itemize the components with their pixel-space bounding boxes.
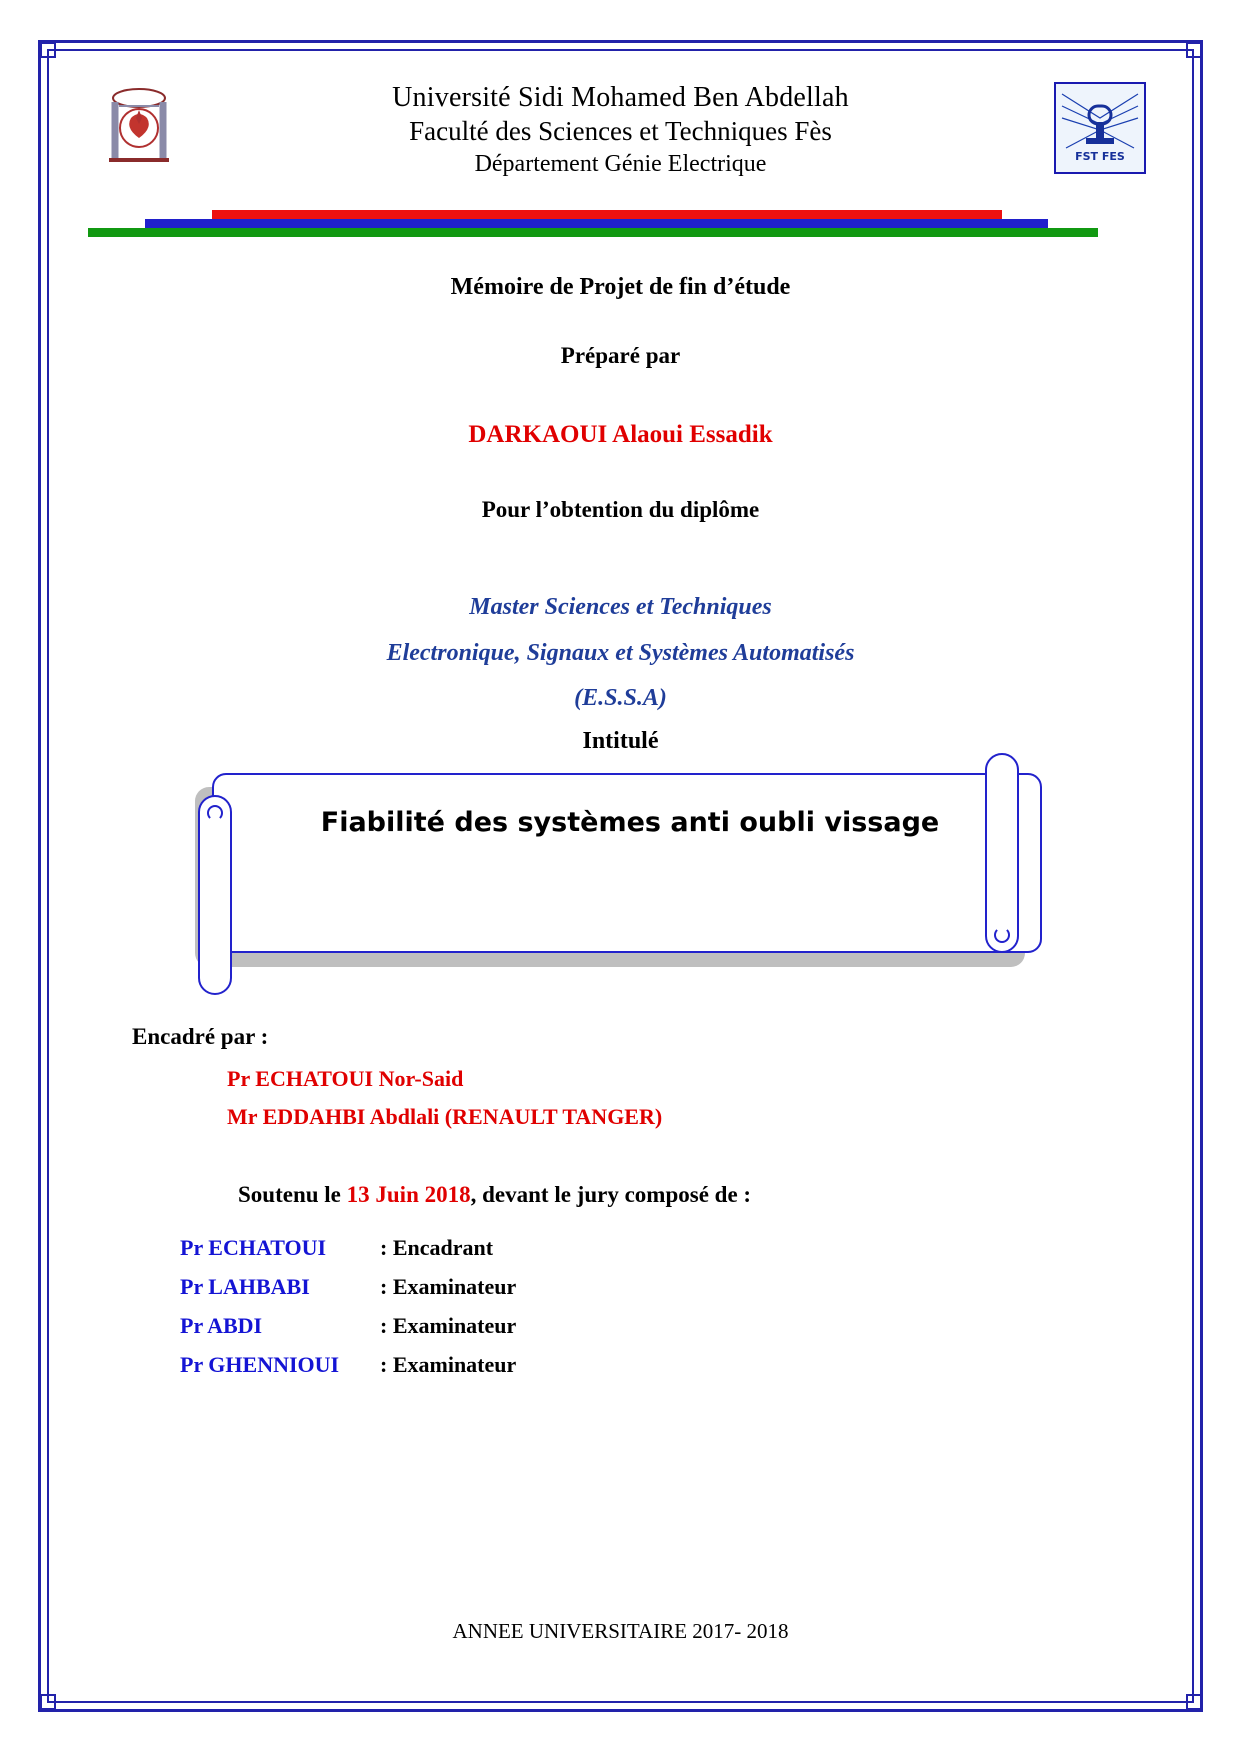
tricolor-divider xyxy=(60,210,1181,246)
jury-row xyxy=(180,1267,1181,1306)
titled-label: Intitulé xyxy=(582,727,659,754)
jury-list xyxy=(60,1228,1181,1385)
prepared-by-label: Préparé par xyxy=(560,343,681,368)
scroll-knot-right-icon xyxy=(994,927,1010,943)
jury-member-role: : Examinateur xyxy=(380,1352,517,1378)
jury-member-name: Pr ABDI xyxy=(180,1313,263,1339)
scroll-knot-left-icon xyxy=(207,805,223,821)
title-block xyxy=(60,274,1181,755)
corner-mark-bottom-right xyxy=(1186,1694,1202,1710)
corner-mark-top-left xyxy=(40,42,56,58)
jury-row xyxy=(180,1228,1181,1267)
author-name: DARKAOUI Alaoui Essadik xyxy=(468,421,773,448)
scroll-body xyxy=(212,773,1042,953)
university-titles xyxy=(60,80,1181,180)
jury-member-role: : Examinateur xyxy=(380,1313,517,1339)
university-name: Université Sidi Mohamed Ben Abdellah xyxy=(392,82,849,113)
scroll-curl-left xyxy=(198,795,232,995)
faculty-name: Faculté des Sciences et Techniques Fès xyxy=(409,116,832,146)
project-title: Fiabilité des systèmes anti oubli vissage xyxy=(320,806,940,838)
scroll-curl-right xyxy=(985,753,1019,953)
supervisor-2: Mr EDDAHBI Abdlali (RENAULT TANGER) xyxy=(227,1103,663,1129)
academic-year-footer: ANNEE UNIVERSITAIRE 2017- 2018 xyxy=(452,1619,789,1643)
master-line: Master Sciences et Techniques xyxy=(469,594,772,620)
defense-suffix: , devant le jury composé de : xyxy=(470,1181,752,1207)
defense-prefix: Soutenu le xyxy=(238,1181,347,1207)
specialty-line: Electronique, Signaux et Systèmes Automatisés xyxy=(386,639,855,666)
jury-member-name: Pr ECHATOUI xyxy=(180,1234,327,1260)
project-title-scroll xyxy=(60,773,1181,988)
defense-date: 13 Juin 2018 xyxy=(346,1181,471,1207)
supervision-block xyxy=(60,1024,1181,1130)
specialty-abbrev: (E.S.S.A) xyxy=(574,685,667,712)
divider-green xyxy=(88,228,1098,237)
corner-mark-bottom-left xyxy=(40,1694,56,1710)
jury-member-role: : Encadrant xyxy=(380,1234,494,1260)
department-name: Département Génie Electrique xyxy=(474,150,767,177)
divider-red xyxy=(212,210,1002,219)
corner-mark-top-right xyxy=(1186,42,1202,58)
jury-member-name: Pr LAHBABI xyxy=(180,1273,310,1299)
memoire-line: Mémoire de Projet de fin d’étude xyxy=(450,274,791,300)
supervisor-1: Pr ECHATOUI Nor-Said xyxy=(227,1065,464,1091)
jury-row xyxy=(180,1345,1181,1384)
defense-line xyxy=(60,1182,1181,1208)
jury-row xyxy=(180,1306,1181,1345)
page-content xyxy=(60,60,1181,1692)
fst-fes-logo xyxy=(1054,82,1146,174)
divider-blue xyxy=(145,219,1048,228)
svg-text:FST FES: FST FES xyxy=(1075,150,1125,163)
jury-member-role: : Examinateur xyxy=(380,1273,517,1299)
diploma-line: Pour l’obtention du diplôme xyxy=(481,497,760,522)
supervision-label: Encadré par : xyxy=(132,1023,269,1049)
document-header xyxy=(60,72,1181,202)
jury-member-name: Pr GHENNIOUI xyxy=(180,1352,340,1378)
